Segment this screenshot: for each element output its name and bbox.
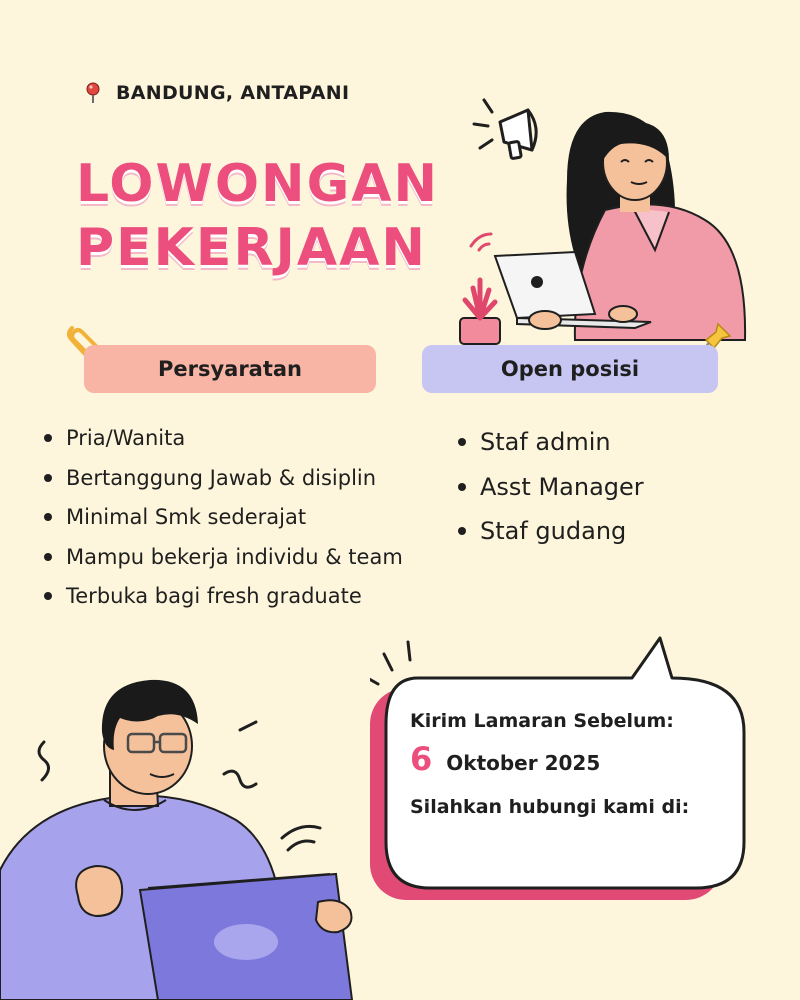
list-item: Asst Manager [456, 471, 644, 516]
title-line-1: LOWONGAN [76, 154, 440, 214]
list-item: Mampu bekerja individu & team [42, 543, 403, 583]
title-line-2: PEKERJAAN [76, 218, 427, 278]
pin-icon [86, 82, 100, 104]
deadline-day: 6 [410, 740, 433, 778]
woman-laptop-illustration [455, 100, 755, 350]
deadline-date [410, 740, 730, 778]
requirements-heading: Persyaratan [84, 345, 376, 393]
list-item: Pria/Wanita [42, 424, 403, 464]
positions-heading: Open posisi [422, 345, 718, 393]
location-text: BANDUNG, ANTAPANI [116, 82, 350, 104]
requirements-list [42, 424, 403, 622]
list-item: Staf gudang [456, 515, 644, 560]
positions-list [456, 426, 644, 560]
man-laptop-illustration [0, 670, 380, 1000]
deadline-box [410, 710, 730, 818]
list-item: Minimal Smk sederajat [42, 503, 403, 543]
location-line [86, 82, 349, 104]
list-item: Staf admin [456, 426, 644, 471]
list-item: Terbuka bagi fresh graduate [42, 582, 403, 622]
contact-label: Silahkan hubungi kami di: [410, 796, 690, 818]
list-item: Bertanggung Jawab & disiplin [42, 464, 403, 504]
deadline-label: Kirim Lamaran Sebelum: [410, 710, 674, 732]
deadline-month-year: Oktober 2025 [446, 751, 601, 775]
